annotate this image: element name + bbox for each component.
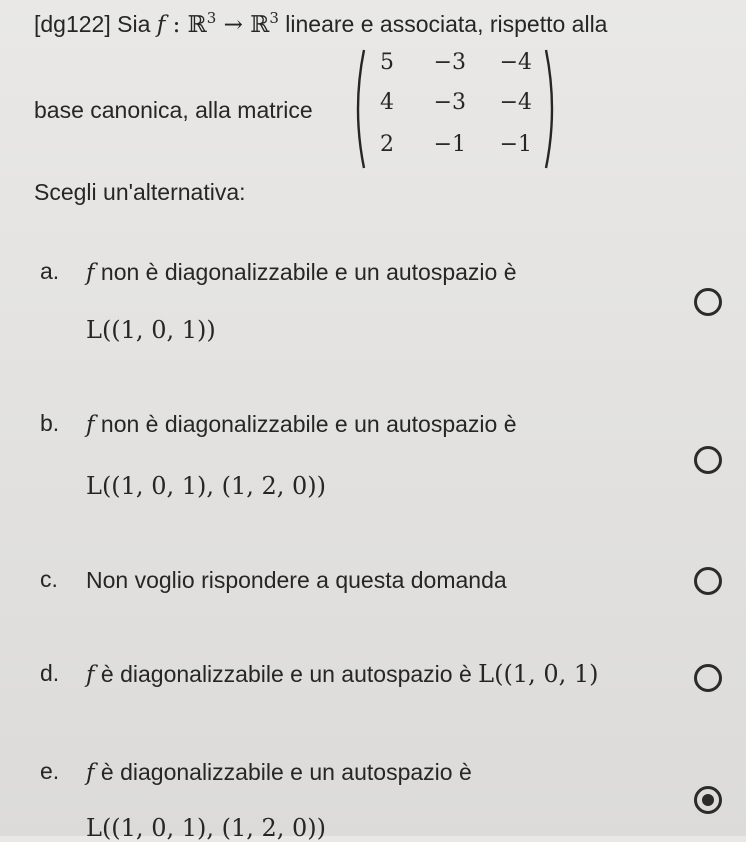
matrix-cell-r1c1: 5 <box>380 50 394 75</box>
colon: : <box>165 12 188 38</box>
matrix-cell-r1c2: −3 <box>433 50 466 75</box>
option-math: L((1, 0, 1), (1, 2, 0)) <box>86 814 327 842</box>
question-line-1-suffix: lineare e associata, rispetto alla <box>278 11 608 37</box>
codomain-exponent: 3 <box>269 9 279 27</box>
matrix-cell-r3c1: 2 <box>380 132 394 157</box>
option-letter: b. <box>40 410 60 436</box>
option-a-radio[interactable] <box>694 288 722 316</box>
option-math: L((1, 0, 1)) <box>86 316 216 344</box>
option-text: f non è diagonalizzabile e un autospazio è <box>86 259 517 286</box>
question-id-prefix: [dg122] Sia <box>34 11 157 37</box>
function-symbol: f <box>86 412 95 438</box>
option-c-radio[interactable] <box>694 567 722 595</box>
option-b-radio[interactable] <box>694 446 722 474</box>
matrix-cell-r3c3: −1 <box>499 132 532 157</box>
option-e-radio[interactable] <box>694 786 722 814</box>
option-math: L((1, 0, 1), (1, 2, 0)) <box>86 472 327 500</box>
question-line-1 <box>34 10 607 39</box>
function-symbol: f <box>86 760 95 786</box>
option-math: L((1, 0, 1) <box>478 660 599 688</box>
option-text: Non voglio rispondere a questa domanda <box>86 567 507 593</box>
matrix-cell-r1c3: −4 <box>499 50 532 75</box>
function-symbol: f <box>156 12 166 38</box>
function-symbol: f <box>86 260 95 286</box>
matrix-cell-r2c3: −4 <box>499 90 532 115</box>
question-line-2: base canonica, alla matrice <box>34 97 313 123</box>
matrix-cell-r3c2: −1 <box>433 132 466 157</box>
function-symbol: f <box>86 662 95 688</box>
option-letter: a. <box>40 258 60 284</box>
option-text: f è diagonalizzabile e un autospazio è <box>86 759 472 786</box>
matrix-cell-r2c1: 4 <box>380 90 394 115</box>
option-letter: e. <box>40 758 60 784</box>
matrix <box>350 46 562 172</box>
prompt-label: Scegli un'alternativa: <box>34 179 246 205</box>
option-d-radio[interactable] <box>694 664 722 692</box>
option-text: f non è diagonalizzabile e un autospazio è <box>86 411 517 438</box>
option-letter: c. <box>40 566 58 592</box>
matrix-cell-r2c2: −3 <box>433 90 466 115</box>
option-letter: d. <box>40 660 60 686</box>
domain-exponent: 3 <box>206 9 217 27</box>
codomain-symbol: ℝ <box>250 12 270 38</box>
domain-symbol: ℝ <box>187 12 207 38</box>
option-text: f è diagonalizzabile e un autospazio è L((1, 0, 1) <box>86 660 599 688</box>
arrow: → <box>216 12 251 38</box>
